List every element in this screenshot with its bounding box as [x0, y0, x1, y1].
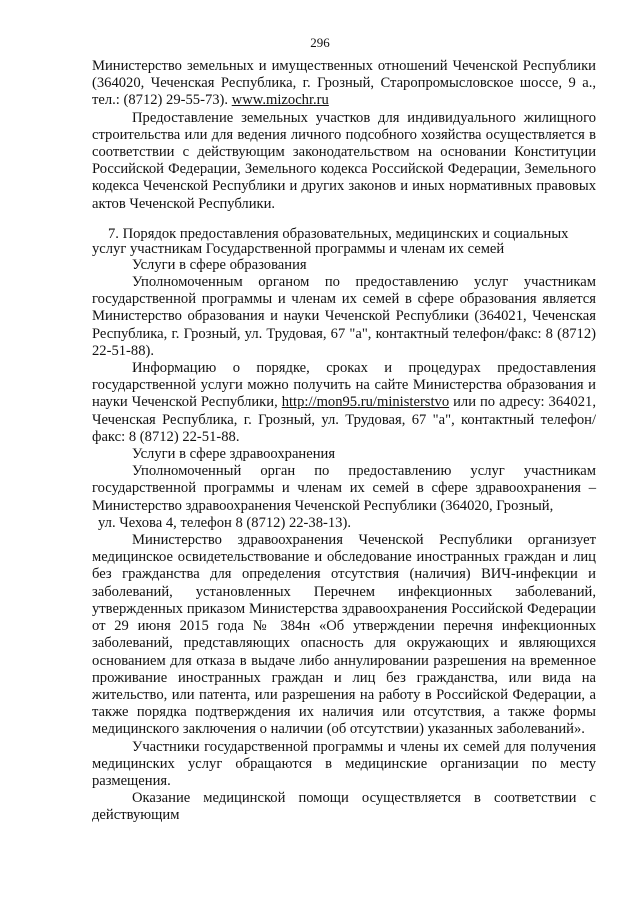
document-body [92, 58, 596, 825]
mon95-link[interactable]: http://mon95.ru/ministerstvo [281, 394, 450, 411]
medical-services-paragraph: Участники государственной программы и члены их семей для получения медицинских услуг обращаются в медицинские организации по месту размещения. [92, 738, 596, 789]
ministry-land-paragraph [92, 58, 596, 110]
page-number: 296 [310, 35, 330, 50]
land-provision-paragraph: Предоставление земельных участков для индивидуального жилищного строительства или для ведения личного подсобного хозяйства осуществляется в соответствии с действующим законодательством на основании Конституции Российской Федерации, Земельного кодекса Российской Федерации, Земельного кодекса Чеченской Республики и других законов и иных нормативных правовых актов Чеченской Республики. [92, 109, 596, 212]
education-info-paragraph [92, 360, 596, 446]
mizochr-link[interactable]: www.mizochr.ru [231, 92, 329, 109]
medical-care-paragraph: Оказание медицинской помощи осуществляется в соответствии с действующим [92, 790, 596, 824]
medical-examination-paragraph: Министерство здравоохранения Чеченской Республики организует медицинское освидетельствование и обследование иностранных граждан и лиц без гражданства для определения отсутствия (наличия) ВИЧ-инфекции и заболеваний, установленных Перечнем инфекционных заболеваний, утвержденных приказом Министерства здравоохранения Российской Федерации от 29 июня 2015 года № 384н «Об утверждении перечня инфекционных заболеваний, представляющих опасность для окружающих и являющихся основанием для отказа в выдаче либо аннулировании разрешения на временное проживание иностранных граждан и лиц без гражданства, или вида на жительство, или патента, или разрешения на работу в Российской Федерации, а также порядка подтверждения их наличия или отсутствия, а также формы медицинского заключения о наличии (об отсутствии) указанных заболеваний». [92, 532, 596, 738]
education-info-text: Информацию о порядке, сроках и процедурах предоставления государственной услуги можно получить на сайте Министерства образования и науки Чеченской Республики, [92, 360, 596, 411]
healthcare-authority-paragraph: Уполномоченный орган по предоставлению услуг участникам государственной программы и членам их семей в сфере здравоохранения – Министерство здравоохранения Чеченской Республики (364020, Грозный, [92, 463, 596, 514]
education-address-text: или по адресу: 364021, Чеченская Республика, г. Грозный, ул. Трудовая, 67 "а", контактный телефон/факс: 8 (8712) 22-51-88. [92, 394, 596, 445]
education-authority-paragraph: Уполномоченным органом по предоставлению услуг участникам государственной программы и членам их семей в сфере образования является Министерство образования и науки Чеченской Республики (364021, Чеченская Республика, г. Грозный, ул. Трудовая, 67 "а", контактный телефон/факс: 8 (8712) 22-51-88). [92, 274, 596, 359]
healthcare-address-line: ул. Чехова 4, телефон 8 (8712) 22-38-13). [98, 514, 351, 531]
section-7-heading: 7. Порядок предоставления образовательных, медицинских и социальных услуг участникам Государственной программы и членам их семей [92, 225, 569, 257]
education-subheading: Услуги в сфере образования [132, 256, 307, 273]
ministry-land-text: Министерство земельных и имущественных отношений Чеченской Республики (364020, Чеченская Республика, г. Грозный, Старопромысловское шоссе, 9 а., тел.: (8712) 29-55-73). [92, 58, 596, 109]
healthcare-subheading: Услуги в сфере здравоохранения [132, 446, 336, 463]
